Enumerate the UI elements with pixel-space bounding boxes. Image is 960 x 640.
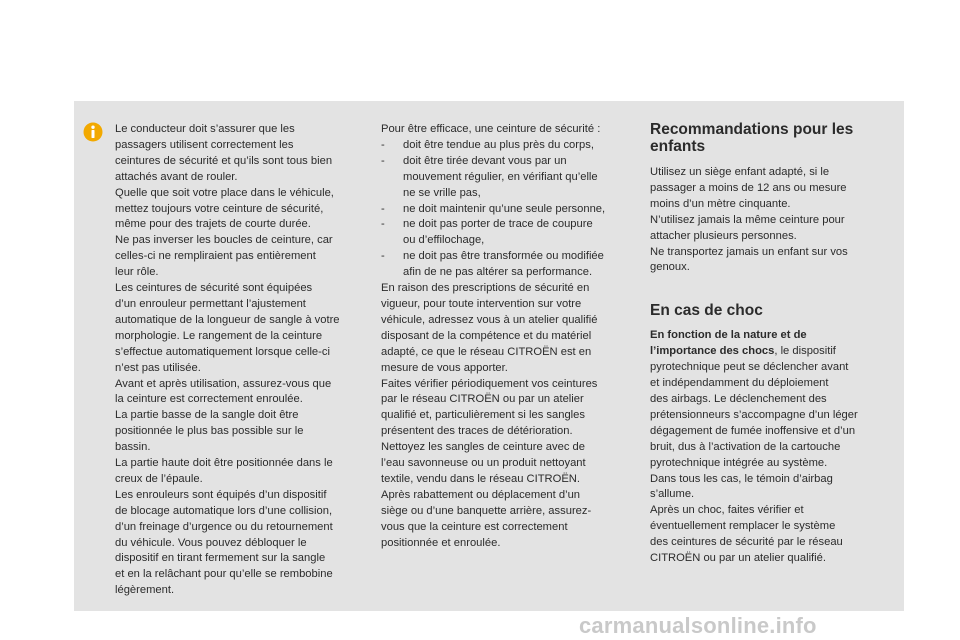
list-item-text: afin de ne pas altérer sa performance. <box>403 266 593 279</box>
text-line: adapté, ce que le réseau CITROËN est en <box>381 345 592 358</box>
info-icon <box>83 122 103 142</box>
text-line: ceintures de sécurité et qu’ils sont tous bien <box>115 154 333 167</box>
list-item <box>381 217 629 249</box>
text-line: positionnée le plus bas possible sur le <box>115 425 304 438</box>
text-fragment: , le dispositif <box>774 345 836 358</box>
text-line: En raison des prescriptions de sécurité en <box>381 282 590 295</box>
text-line: Nettoyez les sangles de ceinture avec de <box>381 441 585 454</box>
text-line: la ceinture est correctement enroulée. <box>115 393 303 406</box>
text-line: CITROËN ou par un atelier qualifié. <box>650 552 826 565</box>
text-line: Ne pas inverser les boucles de ceinture, car <box>115 234 333 247</box>
text-line: automatique de la longueur de sangle à votre <box>115 313 340 326</box>
list-item-text: ne se vrille pas, <box>403 186 481 199</box>
text-line: véhicule, adressez vous à un atelier qualifié <box>381 313 598 326</box>
text-line: et indépendamment du déploiement <box>650 377 829 390</box>
text-line: présentent des traces de détérioration. <box>381 425 573 438</box>
text-line: dispositif en tirant fermement sur la sangle <box>115 552 326 565</box>
list-item <box>381 154 629 202</box>
list-item-text: ne doit maintenir qu’une seule personne, <box>403 202 606 215</box>
dash-bullet: - <box>381 154 385 167</box>
text-line: n’est pas utilisée. <box>115 361 201 374</box>
text-line: Avant et après utilisation, assurez-vous que <box>115 377 332 390</box>
column-2-text <box>381 122 629 551</box>
watermark-text: carmanualsonline.info <box>579 613 817 638</box>
text-line: Faites vérifier périodiquement vos ceintures <box>381 377 598 390</box>
text-line: Les ceintures de sécurité sont équipées <box>115 282 313 295</box>
text-line: Quelle que soit votre place dans le véhicule, <box>115 186 334 199</box>
text-line: même pour des trajets de courte durée. <box>115 218 311 231</box>
section-body-children <box>650 165 886 276</box>
text-line: pyrotechnique intégrée au système. <box>650 456 828 469</box>
text-line: qualifié et, particulièrement si les sangles <box>381 409 585 422</box>
text-line: Les enrouleurs sont équipés d’un dispositif <box>115 488 327 501</box>
text-line: morphologie. Le rangement de la ceinture <box>115 329 323 342</box>
text-line: mesure de vous apporter. <box>381 361 508 374</box>
text-line: légèrement. <box>115 584 175 597</box>
column-1-text <box>115 122 363 599</box>
text-line: prétensionneurs s’accompagne d’un léger <box>650 408 858 421</box>
list-item-text: doit être tendue au plus près du corps, <box>403 138 594 151</box>
text-line: s’effectue automatiquement lorsque celle-ci <box>115 345 330 358</box>
text-line: attacher plusieurs personnes. <box>650 229 797 242</box>
text-line: passager a moins de 12 ans ou mesure <box>650 181 847 194</box>
section-title-line: Recommandations pour les <box>650 121 854 138</box>
list-item-text: ne doit pas être transformée ou modifiée <box>403 250 604 263</box>
dash-bullet: - <box>381 250 385 263</box>
list-item-text: mouvement régulier, en vérifiant qu’elle <box>403 170 598 183</box>
text-line: Utilisez un siège enfant adapté, si le <box>650 166 830 178</box>
text-line: siège ou d’une banquette arrière, assurez- <box>381 504 592 517</box>
list-item-text: ne doit pas porter de trace de coupure <box>403 218 593 231</box>
text-line: attachés avant de rouler. <box>115 170 238 183</box>
list-item <box>381 249 629 281</box>
list-intro: Pour être efficace, une ceinture de sécurité : <box>381 123 601 135</box>
list-item <box>381 202 629 218</box>
text-line: Après un choc, faites vérifier et <box>650 504 804 517</box>
text-line: textile, vendu dans le réseau CITROËN. <box>381 472 580 485</box>
list-item <box>381 138 629 154</box>
text-line: du véhicule. Vous pouvez débloquer le <box>115 536 307 549</box>
text-line: d’un freinage d’urgence ou du retournement <box>115 520 333 533</box>
text-line: pyrotechnique peut se déclencher avant <box>650 361 849 374</box>
text-line: celles-ci ne rempliraient pas entièrement <box>115 250 316 263</box>
dash-bullet: - <box>381 138 385 151</box>
text-line: éventuellement remplacer le système <box>650 520 836 533</box>
text-line: d’un enrouleur permettant l’ajustement <box>115 297 306 310</box>
text-line: N’utilisez jamais la même ceinture pour <box>650 213 845 226</box>
text-line: genoux. <box>650 261 690 274</box>
text-line: s’allume. <box>650 488 695 501</box>
text-line: creux de l’épaule. <box>115 472 203 485</box>
text-line: dégagement de fumée inoffensive et d’un <box>650 424 856 437</box>
list-item-text: doit être tirée devant vous par un <box>403 154 567 167</box>
column-3-text <box>650 121 886 567</box>
bold-text-line: En fonction de la nature et de <box>650 329 807 342</box>
section-body-crash <box>650 328 886 567</box>
text-line: vous que la ceinture est correctement <box>381 520 568 533</box>
text-line: disposant de la compétence et du matériel <box>381 329 592 342</box>
text-line: de blocage automatique lors d’une collision, <box>115 504 333 517</box>
text-line: La partie haute doit être positionnée dans le <box>115 457 333 470</box>
text-line: Ne transportez jamais un enfant sur vos <box>650 245 848 258</box>
text-line: et en la relâchant pour qu’elle se rembobine <box>115 568 333 581</box>
text-line: vigueur, pour toute intervention sur votre <box>381 297 582 310</box>
section-title-line: enfants <box>650 138 706 155</box>
text-line: La partie basse de la sangle doit être <box>115 409 299 422</box>
text-line: l’eau savonneuse ou un produit nettoyant <box>381 457 586 470</box>
text-line: Après rabattement ou déplacement d’un <box>381 488 581 501</box>
text-line: leur rôle. <box>115 266 159 279</box>
text-line: bassin. <box>115 441 151 454</box>
text-line: passagers utilisent correctement les <box>115 138 294 151</box>
text-line: des ceintures de sécurité par le réseau <box>650 536 843 549</box>
text-line: Le conducteur doit s’assurer que les <box>115 123 295 135</box>
text-line: bruit, dus à l’activation de la cartouche <box>650 440 841 453</box>
bold-text: l’importance des chocs <box>650 345 775 358</box>
text-line <box>650 344 886 360</box>
text-line: moins d’un mètre cinquante. <box>650 197 791 210</box>
section-title-children <box>650 121 886 155</box>
text-line: des airbags. Le déclenchement des <box>650 392 827 405</box>
text-line: mettez toujours votre ceinture de sécurité, <box>115 202 324 215</box>
dash-bullet: - <box>381 202 385 215</box>
list-item-text: ou d’effilochage, <box>403 234 485 247</box>
section-title-crash: En cas de choc <box>650 302 763 320</box>
dash-bullet: - <box>381 218 385 231</box>
text-line: par le réseau CITROËN ou par un atelier <box>381 393 584 406</box>
text-line: positionnée et enroulée. <box>381 536 501 549</box>
text-line: Dans tous les cas, le témoin d’airbag <box>650 472 833 485</box>
